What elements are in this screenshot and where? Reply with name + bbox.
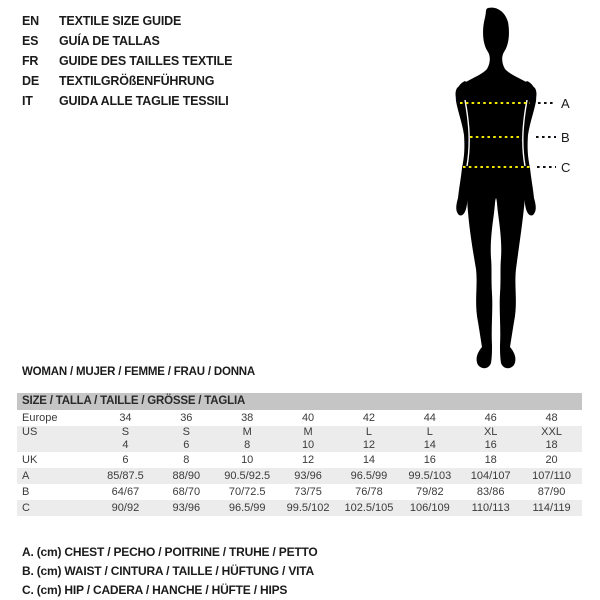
size-cell [217, 426, 278, 452]
table-row-us [17, 426, 582, 452]
language-label: GUÍA DE TALLAS [59, 34, 160, 48]
size-cell: 10 [241, 454, 254, 466]
us-number-size: 18 [545, 439, 558, 451]
size-cell: 34 [119, 412, 132, 424]
size-cell: 46 [484, 412, 497, 424]
size-cell: 90.5/92.5 [224, 470, 271, 482]
size-cell: 114/119 [532, 502, 571, 514]
size-cell: 70/72.5 [228, 486, 266, 498]
size-cell [95, 426, 156, 452]
size-cell: 99.5/103 [408, 470, 452, 482]
size-cell: 90/92 [111, 502, 140, 514]
us-number-size: 12 [362, 439, 376, 451]
us-letter-size: XXL [541, 426, 562, 438]
table-title: WOMAN / MUJER / FEMME / FRAU / DONNA [22, 366, 256, 378]
language-label: TEXTILGRÖßENFÜHRUNG [59, 74, 215, 88]
size-cell [460, 426, 521, 452]
size-cell: 107/110 [532, 470, 572, 482]
table-row-hip-c [17, 500, 582, 516]
us-number-size: 8 [244, 439, 251, 451]
language-label: GUIDA ALLE TAGLIE TESSILI [59, 94, 229, 108]
size-cell: 104/107 [470, 470, 511, 482]
size-cell: 48 [545, 412, 558, 424]
us-letter-size: S [182, 426, 190, 438]
us-letter-size: M [303, 426, 313, 438]
size-cell: 68/70 [172, 486, 201, 498]
size-cell: 14 [362, 454, 376, 466]
size-table [17, 393, 582, 516]
row-label: C [22, 502, 30, 514]
size-cell: 16 [423, 454, 436, 466]
us-letter-size: M [242, 426, 252, 438]
size-cell: 106/109 [409, 502, 450, 514]
size-cell: 42 [362, 412, 376, 424]
size-cell: 93/96 [294, 470, 322, 482]
size-cell: 36 [180, 412, 193, 424]
size-cell: 38 [241, 412, 254, 424]
size-cell: 8 [183, 454, 190, 466]
size-cell: 110/113 [471, 502, 510, 514]
row-label-text: US [22, 426, 38, 438]
size-cell: 40 [301, 412, 315, 424]
size-cell [278, 426, 339, 452]
row-label: UK [22, 454, 38, 466]
marker-label-a: A [561, 96, 570, 111]
row-label [17, 426, 95, 452]
size-cell [339, 426, 400, 452]
us-number-size: 4 [122, 439, 129, 451]
us-letter-size: XL [483, 426, 498, 438]
language-code: DE [22, 74, 39, 88]
measurement-legend [22, 543, 318, 600]
us-number-size: 16 [484, 439, 497, 451]
size-cell: 18 [484, 454, 497, 466]
table-row-chest-a [17, 468, 582, 484]
size-cell: 93/96 [172, 502, 201, 514]
legend-waist: B. (cm) WAIST / CINTURA / TAILLE / HÜFTUNG / VITA [22, 564, 314, 578]
size-cell: 76/78 [355, 486, 383, 498]
row-label: B [22, 486, 30, 498]
size-cell: 99.5/102 [286, 502, 330, 514]
size-table-grid [17, 410, 582, 516]
size-cell: 96.5/99 [228, 502, 266, 514]
us-number-size: 6 [183, 439, 190, 451]
row-label: A [22, 470, 30, 482]
language-label: GUIDE DES TAILLES TEXTILE [59, 54, 233, 68]
size-cell: 73/75 [294, 486, 322, 498]
marker-label-c: C [561, 160, 571, 175]
row-label: Europe [22, 412, 58, 424]
language-code: IT [22, 94, 33, 108]
size-cell: 83/86 [476, 486, 505, 498]
size-cell: 102.5/105 [344, 502, 394, 514]
size-cell: 20 [545, 454, 558, 466]
size-cell: 79/82 [416, 486, 444, 498]
size-cell: 44 [423, 412, 436, 424]
size-cell: 85/87.5 [107, 470, 144, 482]
us-letter-size: L [365, 426, 372, 438]
size-cell: 6 [122, 454, 129, 466]
size-cell: 87/90 [537, 486, 566, 498]
marker-label-b: B [561, 130, 570, 145]
size-cell: 12 [301, 454, 315, 466]
language-code: ES [22, 34, 39, 48]
language-label: TEXTILE SIZE GUIDE [59, 14, 182, 28]
language-code: FR [22, 54, 39, 68]
table-row-uk [17, 452, 582, 468]
legend-hip: C. (cm) HIP / CADERA / HANCHE / HÜFTE / HIPS [22, 583, 288, 597]
table-row-waist-b [17, 484, 582, 500]
us-letter-size: S [121, 426, 130, 438]
size-cell [156, 426, 217, 452]
us-number-size: 10 [301, 439, 315, 451]
size-table-header: SIZE / TALLA / TAILLE / GRÖSSE / TAGLIA [17, 393, 582, 410]
size-cell: 64/67 [111, 486, 140, 498]
size-cell: 88/90 [172, 470, 201, 482]
size-cell [521, 426, 582, 452]
size-cell: 96.5/99 [350, 470, 388, 482]
us-number-size: 14 [423, 439, 436, 451]
table-row-europe [17, 410, 582, 426]
legend-chest: A. (cm) CHEST / PECHO / POITRINE / TRUHE / PETTO [22, 545, 318, 559]
size-cell [399, 426, 460, 452]
us-letter-size: L [426, 426, 433, 438]
language-code: EN [22, 14, 39, 28]
